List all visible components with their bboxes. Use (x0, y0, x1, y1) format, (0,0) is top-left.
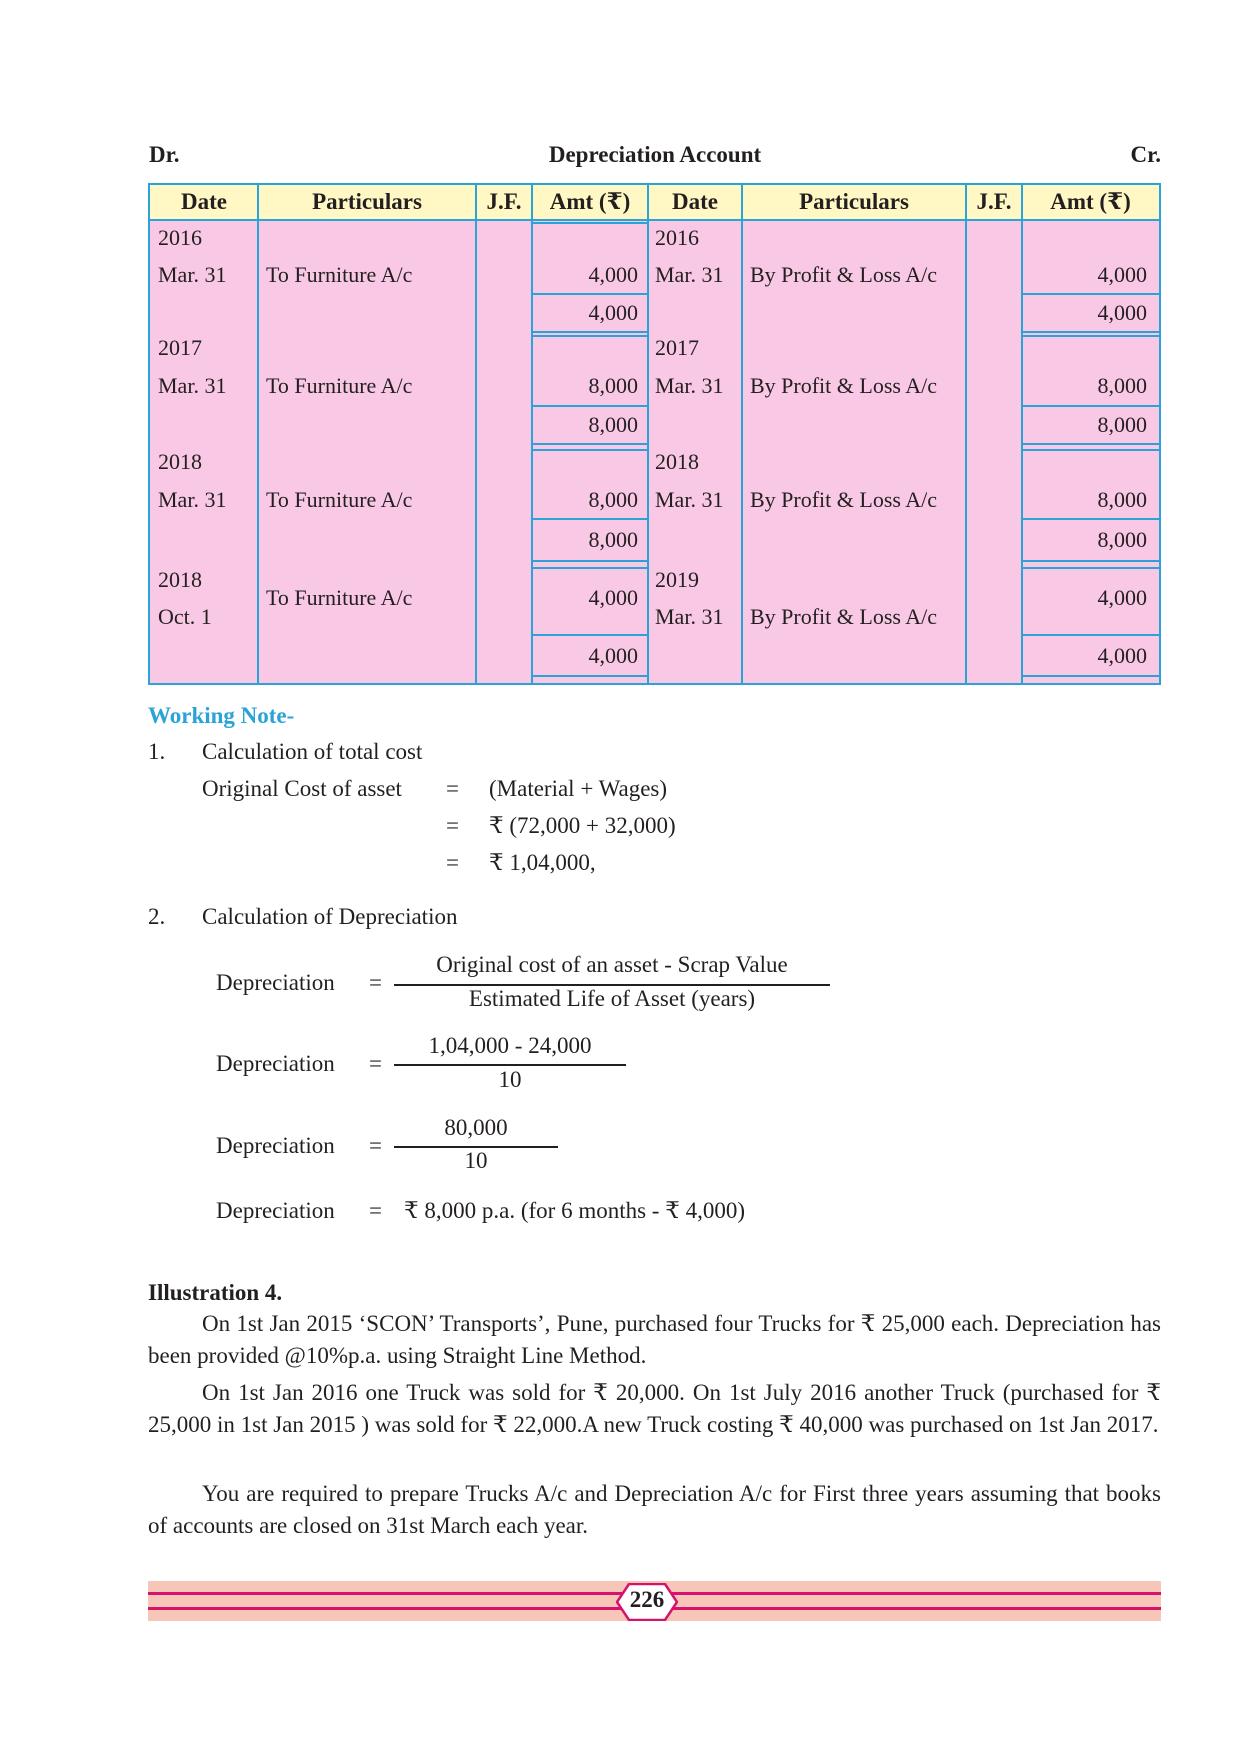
debit-label: Dr. (149, 142, 180, 167)
ledger-date-debit: Mar. 31 (158, 373, 227, 398)
header-amount-credit: Amt (₹) (1050, 189, 1131, 214)
ledger-date-debit: Mar. 31 (158, 262, 227, 287)
ledger-total-debit: 4,000 (588, 643, 638, 668)
fraction-numerator: Original cost of an asset - Scrap Value (436, 952, 788, 977)
illustration-paragraph: On 1st Jan 2015 ‘SCON’ Transports’, Pune, purchased four Trucks for ₹ 25,000 each. Depreciation has been provided @10%p.a. using Straight Line Method. (148, 1311, 1161, 1368)
amount-rule (1023, 449, 1159, 451)
ledger-amount-debit: 4,000 (588, 585, 638, 610)
total-rule (1023, 675, 1159, 677)
total-rule (533, 293, 647, 295)
column-divider (475, 185, 477, 683)
ledger-total-credit: 8,000 (1097, 412, 1147, 437)
illustration-title: Illustration 4. (148, 1280, 283, 1305)
total-rule (1023, 560, 1159, 562)
ledger-particulars-credit: By Profit & Loss A/c (750, 487, 938, 512)
fraction-numerator: 80,000 (444, 1115, 508, 1140)
account-heading (149, 142, 1161, 174)
amount-rule (533, 567, 647, 569)
total-rule (533, 675, 647, 677)
ledger-particulars-debit: To Furniture A/c (266, 262, 413, 287)
total-rule (533, 634, 647, 636)
column-divider (647, 185, 649, 683)
ledger-amount-debit: 4,000 (588, 262, 638, 287)
equals-sign: = (369, 1051, 382, 1076)
note-item-number: 1. (148, 739, 166, 764)
depreciation-label: Depreciation (216, 1198, 335, 1223)
ledger-total-credit: 8,000 (1097, 527, 1147, 552)
ledger-total-credit: 4,000 (1097, 643, 1147, 668)
ledger-year-debit: 2016 (158, 225, 202, 250)
equals-sign: = (446, 776, 459, 801)
amount-rule (1023, 335, 1159, 337)
ledger-particulars-debit: To Furniture A/c (266, 487, 413, 512)
total-rule (533, 518, 647, 520)
note-item-number: 2. (148, 904, 166, 929)
illustration-paragraph: You are required to prepare Trucks A/c and Depreciation A/c for First three years assuming that books of accounts are closed on 31st March each year. (148, 1481, 1161, 1538)
ledger-amount-credit: 8,000 (1097, 373, 1147, 398)
cost-total: ₹ 1,04,000, (489, 850, 596, 875)
ledger-year-credit: 2019 (655, 567, 699, 592)
total-rule (1023, 518, 1159, 520)
ledger-particulars-credit: By Profit & Loss A/c (750, 604, 938, 629)
equals-sign: = (369, 1198, 382, 1223)
fraction-denominator: Estimated Life of Asset (years) (468, 986, 756, 1011)
equals-sign: = (369, 970, 382, 995)
header-particulars-debit: Particulars (312, 189, 422, 214)
depreciation-label: Depreciation (216, 1133, 335, 1158)
header-jf-debit: J.F. (486, 189, 522, 214)
ledger-total-debit: 8,000 (588, 527, 638, 552)
ledger-particulars-debit: To Furniture A/c (266, 585, 413, 610)
total-rule (1023, 293, 1159, 295)
total-rule (1023, 405, 1159, 407)
ledger-date-credit: Mar. 31 (655, 604, 724, 629)
ledger-amount-debit: 8,000 (588, 487, 638, 512)
note-item-heading: Calculation of Depreciation (202, 904, 458, 929)
total-rule (533, 560, 647, 562)
page-number: 226 (629, 1587, 665, 1612)
depreciation-result: ₹ 8,000 p.a. (for 6 months - ₹ 4,000) (404, 1198, 746, 1223)
total-rule (1023, 331, 1159, 333)
ledger-header-row (150, 185, 1159, 221)
ledger-year-debit: 2017 (158, 335, 202, 360)
ledger-date-credit: Mar. 31 (655, 487, 724, 512)
ledger-year-debit: 2018 (158, 567, 202, 592)
ledger-amount-credit: 8,000 (1097, 487, 1147, 512)
column-divider (741, 185, 743, 683)
fraction-denominator: 10 (464, 1148, 488, 1173)
note-item-heading: Calculation of total cost (202, 739, 423, 764)
ledger-date-debit: Mar. 31 (158, 487, 227, 512)
ledger-year-credit: 2016 (655, 225, 699, 250)
depreciation-ledger (148, 183, 1161, 685)
header-date-credit: Date (672, 189, 718, 214)
ledger-particulars-debit: To Furniture A/c (266, 373, 413, 398)
credit-label: Cr. (1130, 142, 1161, 167)
equals-sign: = (369, 1133, 382, 1158)
ledger-amount-credit: 4,000 (1097, 585, 1147, 610)
ledger-year-debit: 2018 (158, 449, 202, 474)
fraction-numerator: 1,04,000 - 24,000 (428, 1033, 592, 1058)
cost-formula: (Material + Wages) (489, 776, 668, 801)
ledger-total-credit: 4,000 (1097, 300, 1147, 325)
total-rule (533, 331, 647, 333)
cost-values: ₹ (72,000 + 32,000) (489, 813, 676, 838)
total-rule (1023, 634, 1159, 636)
column-divider (965, 185, 967, 683)
total-rule (533, 405, 647, 407)
ledger-year-credit: 2017 (655, 335, 699, 360)
fraction-denominator: 10 (498, 1067, 522, 1092)
column-divider (257, 185, 259, 683)
working-note-title: Working Note- (148, 703, 295, 728)
illustration-paragraph: On 1st Jan 2016 one Truck was sold for ₹ 20,000. On 1st July 2016 another Truck (purchased for ₹ 25,000 in 1st Jan 2015 ) was sold for ₹ 22,000.A new Truck costing ₹ 40,000 was purchased on 1st Jan 2017. (148, 1380, 1161, 1437)
ledger-total-debit: 4,000 (588, 300, 638, 325)
fraction-bar (394, 1064, 626, 1066)
ledger-particulars-credit: By Profit & Loss A/c (750, 373, 938, 398)
ledger-year-credit: 2018 (655, 449, 699, 474)
amount-rule (533, 335, 647, 337)
account-title: Depreciation Account (548, 142, 762, 167)
amount-rule (533, 449, 647, 451)
depreciation-label: Depreciation (216, 1051, 335, 1076)
ledger-date-credit: Mar. 31 (655, 262, 724, 287)
ledger-amount-credit: 4,000 (1097, 262, 1147, 287)
ledger-amount-debit: 8,000 (588, 373, 638, 398)
equals-sign: = (446, 813, 459, 838)
ledger-particulars-credit: By Profit & Loss A/c (750, 262, 938, 287)
header-jf-credit: J.F. (976, 189, 1012, 214)
original-cost-label: Original Cost of asset (202, 776, 402, 801)
ledger-date-debit: Oct. 1 (158, 604, 212, 629)
ledger-date-credit: Mar. 31 (655, 373, 724, 398)
total-rule (1023, 443, 1159, 445)
ledger-total-debit: 8,000 (588, 412, 638, 437)
amount-rule (533, 222, 647, 224)
header-amount-debit: Amt (₹) (549, 189, 631, 214)
depreciation-label: Depreciation (216, 970, 335, 995)
total-rule (533, 443, 647, 445)
amount-rule (1023, 567, 1159, 569)
header-particulars-credit: Particulars (799, 189, 909, 214)
equals-sign: = (446, 850, 459, 875)
header-date-debit: Date (181, 189, 227, 214)
